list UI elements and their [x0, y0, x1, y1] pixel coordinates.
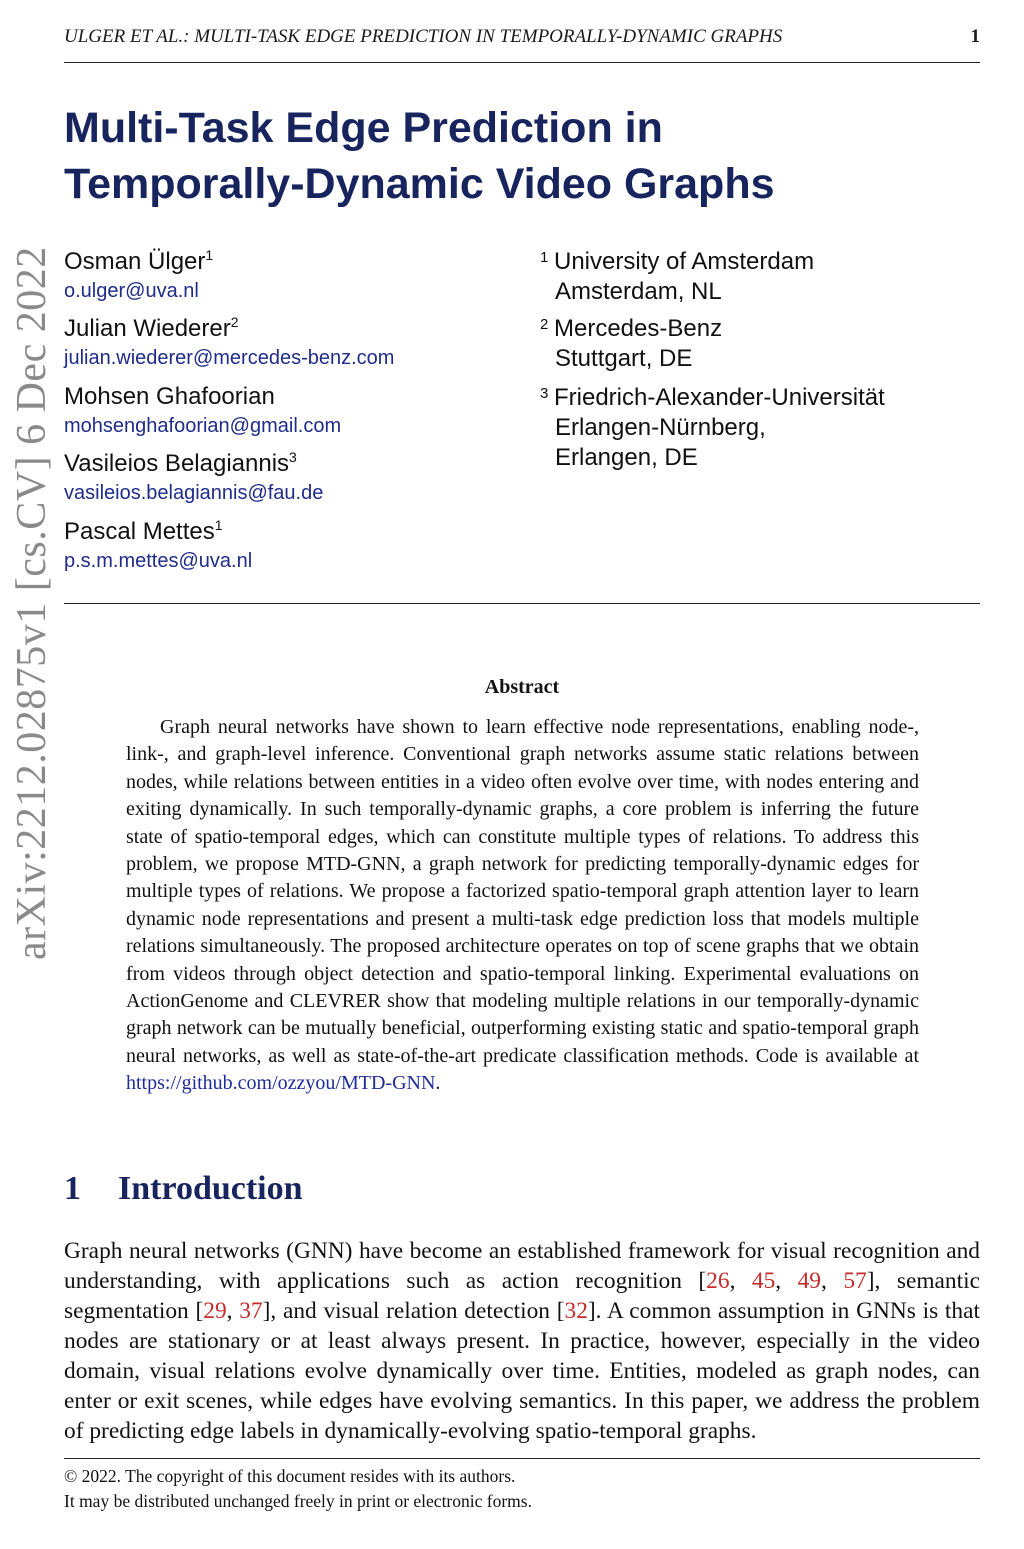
copyright-footer: [64, 1464, 980, 1514]
author-email[interactable]: julian.wiederer@mercedes-benz.com: [64, 347, 395, 369]
code-link[interactable]: https://github.com/ozzyou/MTD-GNN: [126, 1072, 436, 1095]
author-name: Osman Ülger$^1$: [64, 247, 214, 275]
running-title: ULGER ET AL.: MULTI-TASK EDGE PREDICTION IN TEMPORALLY-DYNAMIC GRAPHS: [64, 26, 783, 47]
author-name: Pascal Mettes$^1$: [64, 517, 223, 545]
section-heading: [64, 1170, 303, 1208]
arxiv-stamp: arXiv:2212.02875v1 [cs.CV] 6 Dec 2022: [9, 246, 55, 960]
paper-title: [64, 100, 924, 212]
affiliation: 1 University of Amsterdam Amsterdam, NL: [540, 248, 815, 305]
header-rule: [64, 62, 980, 63]
running-header: [64, 26, 980, 48]
author-name: Vasileios Belagiannis$^3$: [64, 449, 297, 477]
copyright-line-1: © 2022. The copyright of this document resides with its authors.: [64, 1466, 516, 1486]
footer-rule: [64, 1458, 980, 1459]
citation[interactable]: 29: [203, 1298, 227, 1324]
section-title: Introduction: [118, 1170, 303, 1207]
title-line-2: Temporally-Dynamic Video Graphs: [64, 160, 775, 208]
intro-paragraph: Graph neural networks (GNN) have become an established framework for visual recognition and understanding, with applications such as action recognition [26, 45, 49, 57], semantic segmentation [29, 37], and visual relation detection [32]. A common assumption in GNNs is that nodes are stationary or at least always present. In practice, however, especially in the video domain, visual relations evolve dynamically over time. Entities, modeled as graph nodes, can enter or exit scenes, while edges have evolving semantics. In this paper, we address the problem of predicting edge labels in dynamically-evolving spatio-temporal graphs.: [64, 1238, 980, 1444]
author-name: Julian Wiederer$^2$: [64, 314, 239, 342]
citation[interactable]: 26: [706, 1268, 730, 1294]
copyright-line-2: It may be distributed unchanged freely in print or electronic forms.: [64, 1491, 532, 1511]
affiliation: 2 Mercedes-Benz Stuttgart, DE: [540, 315, 723, 372]
page-number: 1: [970, 26, 980, 47]
citation[interactable]: 32: [564, 1298, 588, 1324]
author-email[interactable]: o.ulger@uva.nl: [64, 280, 199, 302]
citation[interactable]: 57: [843, 1268, 867, 1294]
author-rule: [64, 603, 980, 604]
title-line-1: Multi-Task Edge Prediction in: [64, 104, 663, 152]
affiliation: 3 Friedrich-Alexander-Universität Erlangen-Nürnberg, Erlangen, DE: [540, 384, 885, 471]
abstract-heading: Abstract: [484, 676, 560, 698]
citation[interactable]: 45: [751, 1268, 776, 1294]
citation[interactable]: 49: [797, 1268, 821, 1294]
author-name: Mohsen Ghafoorian: [64, 383, 275, 410]
author-email[interactable]: mohsenghafoorian@gmail.com: [64, 415, 342, 437]
citation[interactable]: 37: [239, 1298, 263, 1324]
author-email[interactable]: p.s.m.mettes@uva.nl: [64, 550, 253, 572]
author-email[interactable]: vasileios.belagiannis@fau.de: [64, 482, 324, 504]
section-number: 1: [64, 1170, 81, 1207]
abstract-body: Graph neural networks have shown to learn effective node representations, enabling node-, link-, and graph-level inference. Conventional graph networks assume static relations between nodes, while relations between entities in a video often evolve over time, with nodes entering and exiting dynamically. In such temporally-dynamic graphs, a core problem is inferring the future state of spatio-temporal edges, which can constitute multiple types of relations. To address this problem, we propose MTD-GNN, a graph network for predicting temporally-dynamic edges for multiple types of relations. We propose a factorized spatio-temporal graph attention layer to learn dynamic node representations and present a multi-task edge prediction loss that models multiple relations simultaneously. The proposed architecture operates on top of scene graphs that we obtain from videos through object detection and spatio-temporal linking. Experimental evaluations on ActionGenome and CLEVRER show that modeling multiple relations in our temporally-dynamic graph network can be mutually beneficial, outperforming existing static and spatio-temporal graph neural networks, as well as state-of-the-art predicate classification methods. Code is available at https://github.com/ozzyou/MTD-GNN.: [126, 716, 919, 1095]
